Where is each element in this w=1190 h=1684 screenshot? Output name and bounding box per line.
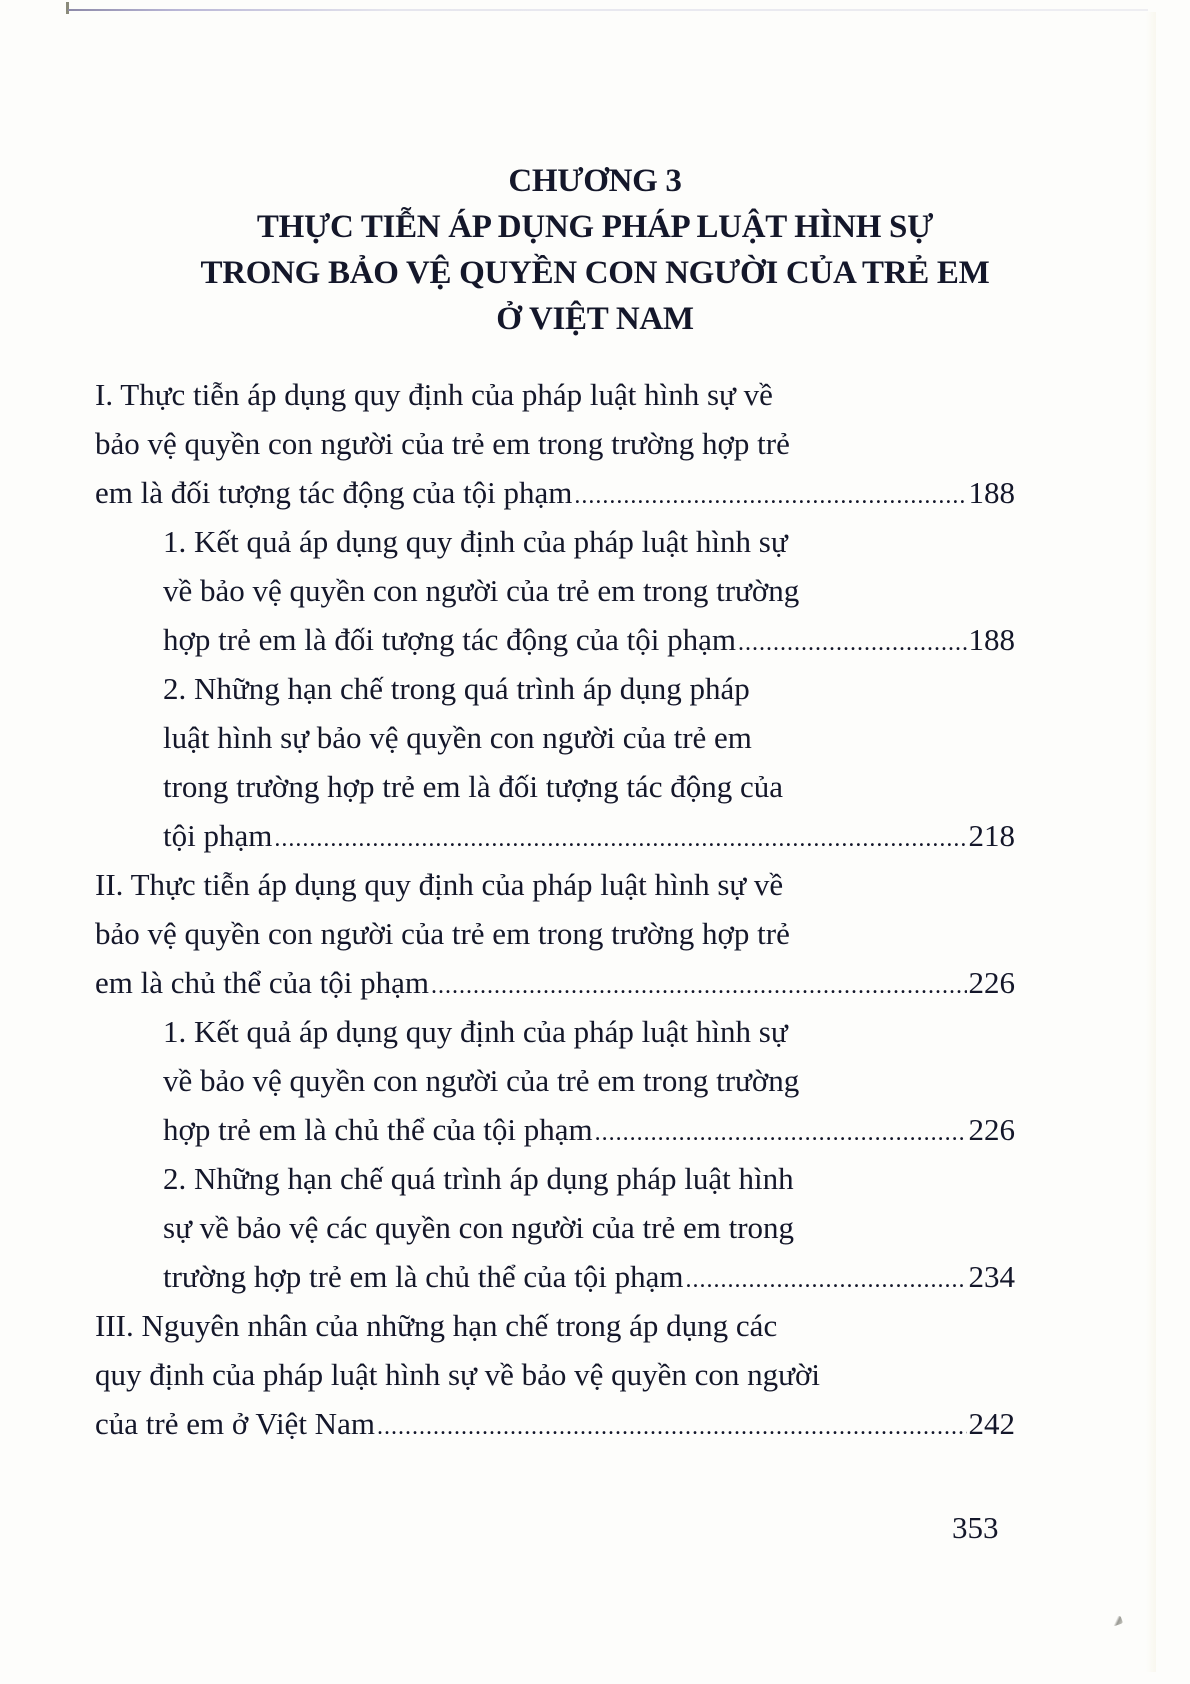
toc-page-number: 218 [968,818,1015,853]
toc-entry-text: em là đối tượng tác động của tội phạm [95,475,573,510]
page-top-edge [68,9,1148,11]
toc-entry-section-2-2[interactable] [95,1154,1015,1301]
chapter-title-line: Ở VIỆT NAM [496,301,694,337]
toc-entry-text: 1. Kết quả áp dụng quy định của pháp luật hình sự [163,1014,788,1049]
chapter-title-line: THỰC TIỄN ÁP DỤNG PHÁP LUẬT HÌNH SỰ [256,209,934,245]
toc-entry-text: bảo vệ quyền con người của trẻ em trong trường hợp trẻ [95,916,790,951]
toc-entry-text: quy định của pháp luật hình sự về bảo vệ quyền con người [95,1357,820,1392]
toc-entry-text: III. Nguyên nhân của những hạn chế trong áp dụng các [95,1308,778,1343]
toc-entry-text: trong trường hợp trẻ em là đối tượng tác động của [163,769,783,804]
dot-leader [431,962,967,1011]
dot-leader [377,1403,967,1452]
toc-entry-text: em là chủ thể của tội phạm [95,965,429,1000]
page-number: 353 [952,1510,999,1545]
toc-entry-text: hợp trẻ em là đối tượng tác động của tội phạm [163,622,737,657]
toc-entry-text: của trẻ em ở Việt Nam [95,1406,375,1441]
toc-page-number: 234 [968,1259,1015,1294]
chapter-heading [0,158,1190,342]
dot-leader [595,1109,967,1158]
table-of-contents [95,370,1015,1448]
dot-leader [685,1256,966,1305]
chapter-title-line: TRONG BẢO VỆ QUYỀN CON NGƯỜI CỦA TRẺ EM [200,255,990,291]
toc-entry-section-2[interactable] [95,860,1015,1007]
toc-entry-text: I. Thực tiễn áp dụng quy định của pháp luật hình sự về [95,377,773,412]
toc-entry-text: sự về bảo vệ các quyền con người của trẻ em trong [163,1210,795,1245]
toc-entry-text: hợp trẻ em là chủ thể của tội phạm [163,1112,593,1147]
toc-entry-text: luật hình sự bảo vệ quyền con người của trẻ em [163,720,752,755]
page-corner-mark [1111,1616,1123,1627]
toc-entry-text: tội phạm [163,818,273,853]
dot-leader [574,472,966,521]
toc-entry-text: bảo vệ quyền con người của trẻ em trong trường hợp trẻ [95,426,790,461]
dot-leader [274,815,966,864]
toc-entry-text: II. Thực tiễn áp dụng quy định của pháp luật hình sự về [95,867,784,902]
toc-page-number: 226 [968,1112,1015,1147]
chapter-label: CHƯƠNG 3 [508,163,682,199]
toc-entry-text: 2. Những hạn chế quá trình áp dụng pháp luật hình [163,1161,794,1196]
dot-leader [738,619,966,668]
toc-entry-text: về bảo vệ quyền con người của trẻ em trong trường [163,573,800,608]
toc-entry-text: 2. Những hạn chế trong quá trình áp dụng pháp [163,671,750,706]
toc-entry-text: 1. Kết quả áp dụng quy định của pháp luật hình sự [163,524,788,559]
toc-entry-section-1[interactable] [95,370,1015,517]
toc-entry-text: trường hợp trẻ em là chủ thể của tội phạm [163,1259,684,1294]
toc-entry-section-1-1[interactable] [95,517,1015,664]
toc-entry-section-3[interactable] [95,1301,1015,1448]
toc-entry-section-1-2[interactable] [95,664,1015,860]
toc-entry-section-2-1[interactable] [95,1007,1015,1154]
toc-page-number: 188 [968,475,1015,510]
toc-entry-text: về bảo vệ quyền con người của trẻ em trong trường [163,1063,800,1098]
toc-page-number: 226 [968,965,1015,1000]
toc-page-number: 188 [968,622,1015,657]
toc-page-number: 242 [968,1406,1015,1441]
page-edge-mark [66,2,69,14]
